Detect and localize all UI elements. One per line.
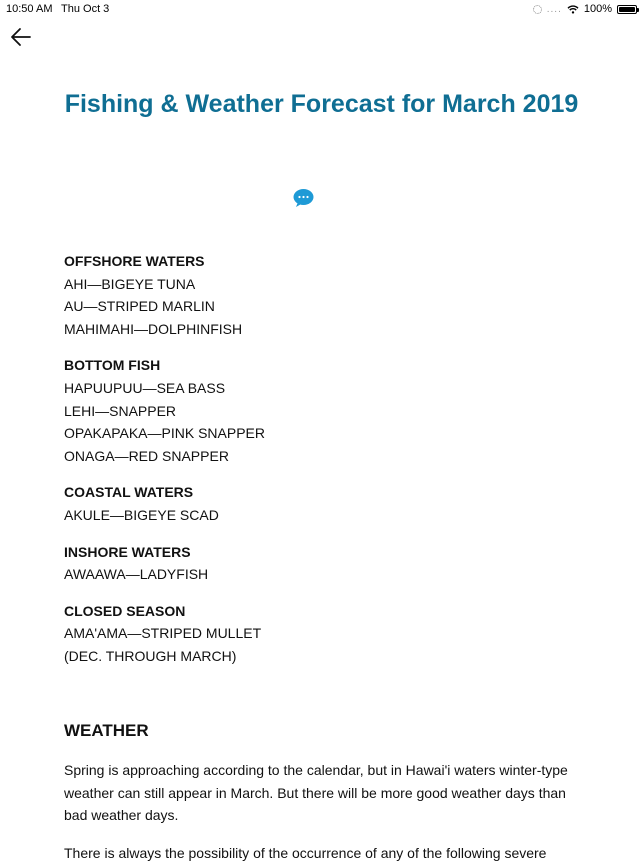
fish-species-list <box>64 250 604 682</box>
species-item: OPAKAPAKA—PINK SNAPPER <box>64 425 265 442</box>
group-heading: INSHORE WATERS <box>64 543 191 560</box>
species-group <box>64 250 604 340</box>
weather-paragraph: Spring is approaching according to the calendar, but in Hawai'i waters winter-type weather can still appear in March. But there will be more good weather days than bad weather days. <box>64 762 568 824</box>
species-item: AKULE—BIGEYE SCAD <box>64 506 219 523</box>
activity-spinner-icon <box>533 5 542 14</box>
status-indicators <box>533 3 637 15</box>
group-heading: CLOSED SEASON <box>64 602 186 619</box>
article-title: Fishing & Weather Forecast for March 2019 <box>64 90 579 118</box>
species-item: AMA'AMA—STRIPED MULLET <box>64 625 262 642</box>
wifi-icon <box>567 5 579 14</box>
species-item: MAHIMAHI—DOLPHINFISH <box>64 320 243 337</box>
species-item: HAPUUPUU—SEA BASS <box>64 379 226 396</box>
weather-paragraph: There is always the possibility of the occurrence of any of the following severe <box>64 845 547 861</box>
weather-heading: WEATHER <box>64 721 149 740</box>
group-heading: COASTAL WATERS <box>64 484 194 501</box>
group-heading: OFFSHORE WATERS <box>64 253 205 269</box>
species-item: LEHI—SNAPPER <box>64 402 177 419</box>
species-item: AU—STRIPED MARLIN <box>64 298 215 315</box>
species-group <box>64 354 604 467</box>
group-heading: BOTTOM FISH <box>64 357 161 374</box>
status-date: Thu Oct 3 <box>61 3 110 15</box>
status-time: 10:50 AM <box>6 3 53 15</box>
battery-percent: 100% <box>583 3 612 15</box>
back-arrow-icon[interactable] <box>8 24 34 50</box>
species-item: AHI—BIGEYE TUNA <box>64 275 196 292</box>
species-item: ONAGA—RED SNAPPER <box>64 447 229 464</box>
battery-icon <box>617 5 637 14</box>
species-group <box>64 481 604 526</box>
signal-dots-icon: .... <box>546 3 562 15</box>
species-group <box>64 541 604 586</box>
comment-bubble-icon[interactable] <box>293 188 314 208</box>
species-item: (DEC. THROUGH MARCH) <box>64 647 237 664</box>
species-item: AWAAWA—LADYFISH <box>64 566 209 583</box>
status-bar <box>0 0 643 18</box>
species-group <box>64 600 604 668</box>
